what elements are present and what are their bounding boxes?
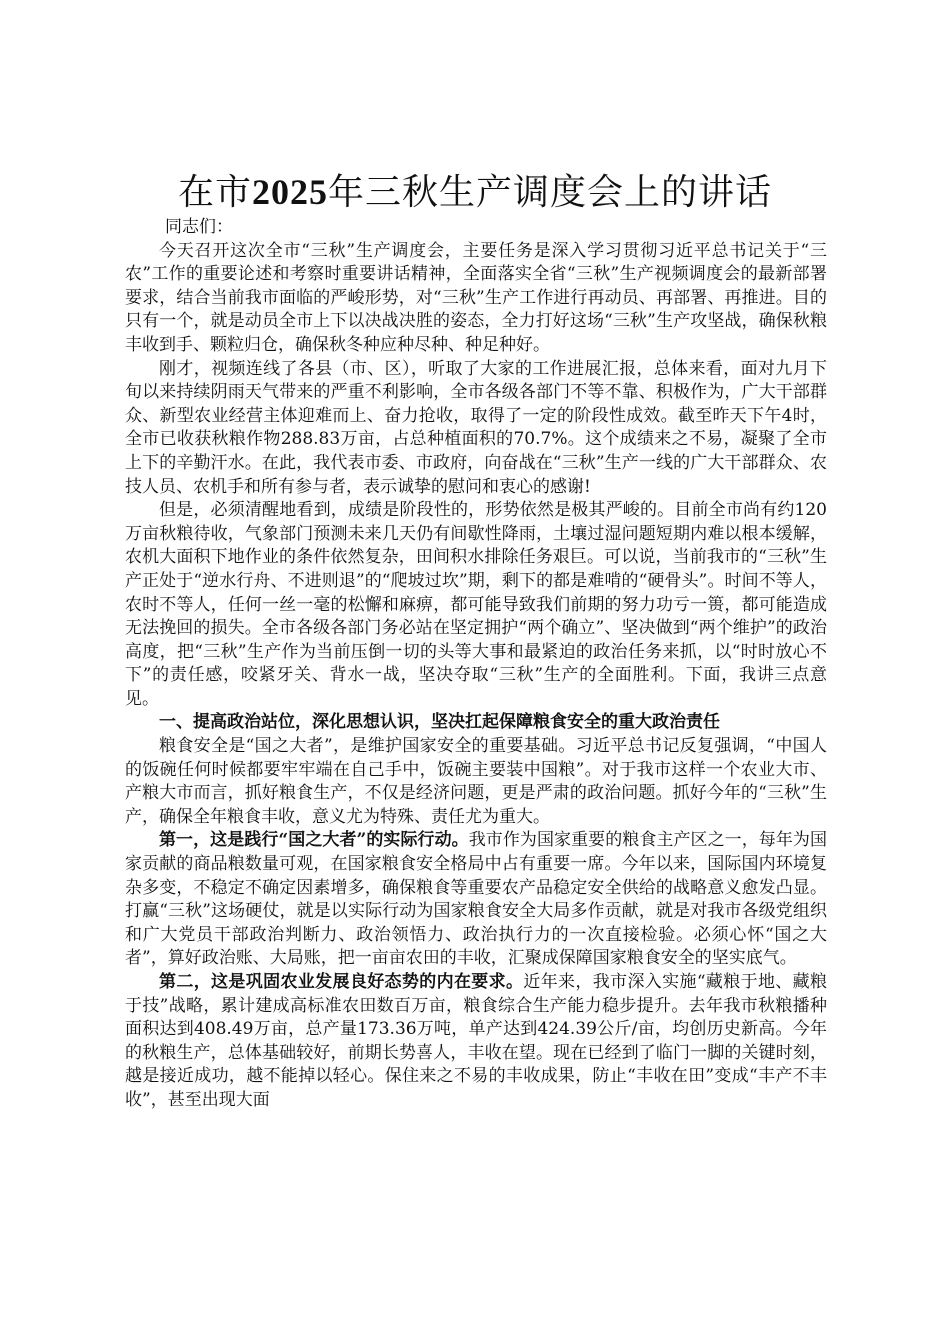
paragraph-intro: 今天召开这次全市“三秋”生产调度会，主要任务是深入学习贯彻习近平总书记关于“三农”工作的重要论述和考察时重要讲话精神，全面落实全省“三秋”生产视频调度会的最新部署要求，结合当前我市面临的严峻形势，对“三秋”生产工作进行再动员、再部署、再推进。目的只有一个，就是动员全市上下以决战决胜的姿态，全力打好这场“三秋”生产攻坚战，确保秋粮丰收到手、颗粒归仓，确保秋冬种应种尽种、种足种好。	[125, 240, 827, 355]
document-title	[0, 170, 950, 215]
paragraph-food-security: 粮食安全是“国之大者”，是维护国家安全的重要基础。习近平总书记反复强调，“中国人的饭碗任何时候都要牢牢端在自己手中，饭碗主要装中国粮”。对于我市这样一个农业大市、产粮大市而言，抓好粮食生产，不仅是经济问题，更是严肃的政治问题。抓好今年的“三秋”生产，确保全年粮食丰收，意义尤为特殊、责任尤为重大。	[125, 736, 827, 827]
paragraph-progress: 刚才，视频连线了各县（市、区），听取了大家的工作进展汇报，总体来看，面对九月下旬以来持续阴雨天气带来的严重不利影响，全市各级各部门不等不靠、积极作为，广大干部群众、新型农业经营主体迎难而上、奋力抢收，取得了一定的阶段性成效。截至昨天下午4时，全市已收获秋粮作物288.83万亩，占总种植面积的70.7%。这个成绩来之不易，凝聚了全市上下的辛勤汗水。在此，我代表市委、市政府，向奋战在“三秋”生产一线的广大干部群众、农技人员、农机手和所有参与者，表示诚挚的慰问和衷心的感谢!	[125, 358, 827, 497]
section-heading-1: 一、提高政治站位，深化思想认识，坚决扛起保障粮食安全的重大政治责任	[159, 712, 720, 733]
point-2-text: 近年来，我市深入实施“藏粮于地、藏粮于技”战略，累计建成高标准农田数百万亩，粮食综合生产能力稳步提升。去年我市秋粮播种面积达到408.49万亩，总产量173.36万吨，单产达到424.39公斤/亩，均创历史新高。今年的秋粮生产，总体基础较好，前期长势喜人，丰收在望。现在已经到了临门一脚的关键时刻，越是接近成功，越不能掉以轻心。保住来之不易的丰收成果，防止“丰收在田”变成“丰产不丰收”，甚至出现大面	[125, 972, 827, 1110]
paragraph-point-2	[125, 971, 827, 1113]
paragraph-point-1	[125, 829, 827, 971]
point-2-lead: 第二，这是巩固农业发展良好态势的内在要求。	[159, 972, 524, 992]
salutation: 同志们：	[165, 217, 233, 237]
point-1-lead: 第一，这是践行“国之大者”的实际行动。	[159, 830, 469, 851]
title-suffix: 年三秋生产调度会上的讲话	[328, 172, 773, 213]
title-year: 2025	[252, 172, 328, 212]
title-prefix: 在市	[177, 172, 252, 213]
document-body	[125, 216, 827, 1113]
paragraph-situation: 但是，必须清醒地看到，成绩是阶段性的，形势依然是极其严峻的。目前全市尚有约120万亩秋粮待收，气象部门预测未来几天仍有间歇性降雨，土壤过湿问题短期内难以根本缓解，农机大面积下地作业的条件依然复杂，田间积水排除任务艰巨。可以说，当前我市的“三秋”生产正处于“逆水行舟、不进则退”的“爬坡过坎”期，剩下的都是难啃的“硬骨头”。时间不等人，农时不等人，任何一丝一毫的松懈和麻痹，都可能导致我们前期的努力功亏一篑，都可能造成无法挽回的损失。全市各级各部门务必站在坚定拥护“两个确立”、坚决做到“两个维护”的政治高度，把“三秋”生产作为当前压倒一切的头等大事和最紧迫的政治任务来抓，以“时时放心不下”的责任感，咬紧牙关、背水一战，坚决夺取“三秋”生产的全面胜利。下面，我讲三点意见。	[125, 500, 827, 709]
point-1-text: 我市作为国家重要的粮食主产区之一，每年为国家贡献的商品粮数量可观，在国家粮食安全格局中占有重要一席。今年以来，国际国内环境复杂多变，不稳定不确定因素增多，确保粮食等重要农产品稳定安全供给的战略意义愈发凸显。打赢“三秋”这场硬仗，就是以实际行动为国家粮食安全大局多作贡献，就是对我市各级党组织和广大党员干部政治判断力、政治领悟力、政治执行力的一次直接检验。必须心怀“国之大者”，算好政治账、大局账，把一亩亩农田的丰收，汇聚成保障国家粮食安全的坚实底气。	[125, 830, 827, 969]
